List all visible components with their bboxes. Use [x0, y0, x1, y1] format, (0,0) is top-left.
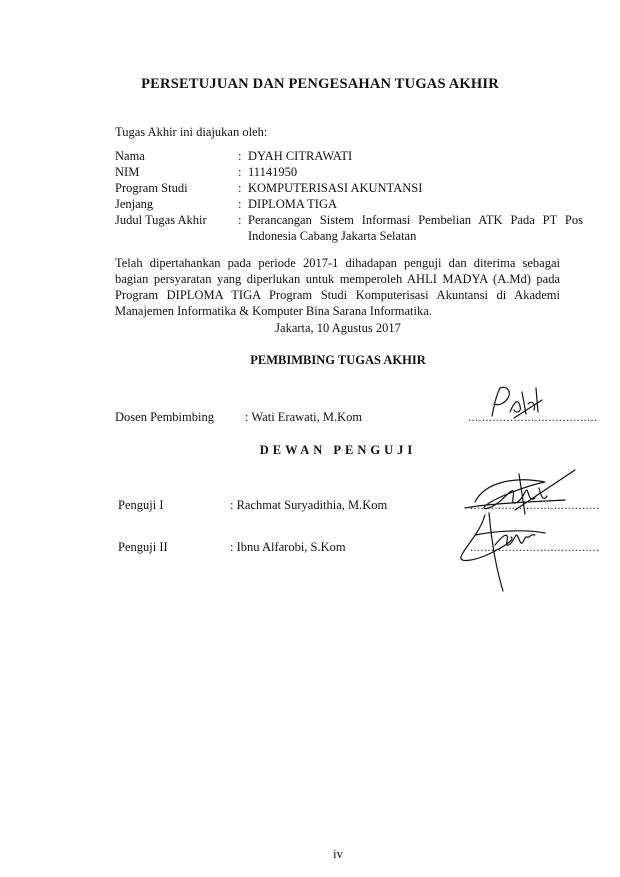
signature-pembimbing [470, 382, 550, 422]
penguji-2-name: : Ibnu Alfarobi, S.Kom [230, 540, 346, 554]
page-number: iv [333, 847, 343, 861]
signature-line: ..................................... [470, 540, 600, 554]
info-value: 11141950 [248, 165, 298, 179]
info-colon: : [238, 213, 242, 227]
penguji-2-label: Penguji II [118, 540, 168, 554]
penguji-1-name: : Rachmat Suryadithia, M.Kom [230, 498, 388, 512]
info-label: Judul Tugas Akhir [115, 213, 207, 227]
signature-line: ..................................... [468, 410, 598, 424]
info-colon: : [238, 197, 242, 211]
info-label: NIM [115, 165, 140, 179]
info-value: Perancangan Sistem Informasi Pembelian ATK Pada PT Pos Indonesia Cabang Jakarta Selatan [248, 213, 583, 243]
section-heading-pembimbing: PEMBIMBING TUGAS AKHIR [250, 353, 426, 367]
info-colon: : [238, 165, 242, 179]
student-info [115, 148, 583, 244]
info-row-nama [115, 148, 583, 164]
info-row-judul [115, 212, 583, 244]
info-value: DYAH CITRAWATI [248, 149, 353, 163]
date-line: Jakarta, 10 Agustus 2017 [275, 321, 401, 335]
intro-text: Tugas Akhir ini diajukan oleh: [115, 125, 268, 139]
signature-line: ..................................... [470, 498, 600, 512]
info-colon: : [238, 181, 242, 195]
page-title: PERSETUJUAN DAN PENGESAHAN TUGAS AKHIR [141, 76, 499, 92]
info-label: Program Studi [115, 181, 188, 195]
info-row-program-studi [115, 180, 583, 196]
info-label: Nama [115, 149, 145, 163]
signature-penguji-2 [455, 505, 565, 595]
info-colon: : [238, 149, 242, 163]
penguji-1-label: Penguji I [118, 498, 164, 512]
info-row-jenjang [115, 196, 583, 212]
pembimbing-label: Dosen Pembimbing [115, 410, 214, 424]
section-heading-penguji: DEWAN PENGUJI [259, 443, 417, 457]
body-paragraph: Telah dipertahankan pada periode 2017-1 dihadapan penguji dan diterima sebagai bagian persyaratan yang diperlukan untuk memperoleh AHLI MADYA (A.Md) pada Program DIPLOMA TIGA Program Studi Komputerisasi Akuntansi di Akademi Manajemen Informatika & Komputer Bina Sarana Informatika. [115, 256, 560, 318]
info-value: KOMPUTERISASI AKUNTANSI [248, 181, 423, 195]
info-value: DIPLOMA TIGA [248, 197, 338, 211]
pembimbing-name: : Wati Erawati, M.Kom [245, 410, 363, 424]
info-row-nim [115, 164, 583, 180]
info-label: Jenjang [115, 197, 154, 211]
